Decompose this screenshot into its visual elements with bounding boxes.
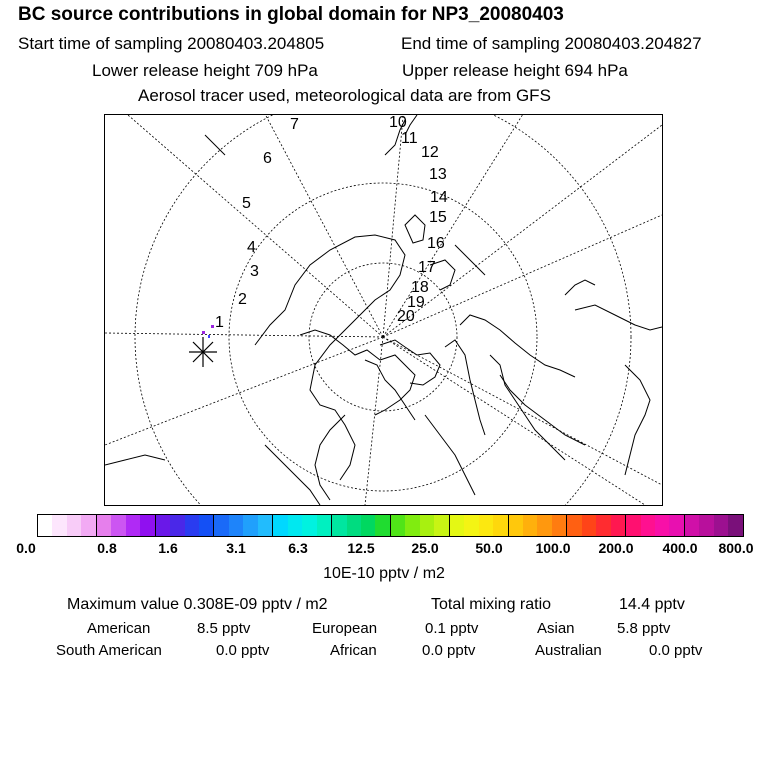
colorbar-tick-10: 400.0 [662, 540, 698, 556]
latitude-circle-outer [135, 115, 631, 505]
colorbar-cell [361, 515, 375, 536]
colorbar-cell [582, 515, 596, 536]
colorbar-cell [450, 515, 464, 536]
colorbar-tick-6: 25.0 [411, 540, 439, 556]
colorbar-tick-2: 1.6 [158, 540, 178, 556]
trajectory-label-2: 2 [238, 291, 247, 308]
american-label: American [87, 620, 151, 637]
upper-release-height: Upper release height 694 hPa [402, 61, 628, 80]
trajectory-label-13: 13 [429, 166, 447, 183]
colorbar-cell [52, 515, 66, 536]
trajectory-label-11: 11 [401, 130, 418, 147]
colorbar-cell [391, 515, 405, 536]
south-american-value: 0.0 pptv [216, 642, 270, 659]
start-time: Start time of sampling 20080403.204805 [18, 34, 325, 53]
colorbar-cell [288, 515, 302, 536]
colorbar-cell [728, 515, 742, 536]
south-american-label: South American [56, 642, 162, 659]
colorbar-cell [434, 515, 449, 536]
graticule [105, 115, 662, 505]
trajectory-label-17: 17 [418, 259, 436, 276]
trajectory-label-10: 10 [389, 115, 407, 131]
release-marker-asterisk-icon [189, 337, 217, 367]
colorbar-tick-11: 800.0 [718, 540, 754, 556]
colorbar-tick-5: 12.5 [347, 540, 375, 556]
trajectory-label-15: 15 [429, 209, 447, 226]
colorbar-cell [641, 515, 655, 536]
colorbar-cell [140, 515, 155, 536]
asian-label: Asian [537, 620, 575, 637]
colorbar-tick-3: 3.1 [226, 540, 246, 556]
colorbar-cell [170, 515, 184, 536]
colorbar-tick-1: 0.8 [97, 540, 117, 556]
colorbar-cell [156, 515, 170, 536]
trajectory-label-18: 18 [411, 279, 429, 296]
colorbar-cell [464, 515, 478, 536]
american-value: 8.5 pptv [197, 620, 251, 637]
colorbar-cell [375, 515, 390, 536]
colorbar-cell [243, 515, 257, 536]
trajectory-label-1: 1 [215, 314, 224, 331]
map-panel [104, 114, 663, 506]
colorbar-cell [655, 515, 669, 536]
colorbar-cell [596, 515, 610, 536]
colorbar-cell [493, 515, 508, 536]
colorbar [37, 514, 744, 537]
colorbar-cell [479, 515, 493, 536]
trajectory-label-12: 12 [421, 144, 439, 161]
total-mixing-ratio-label: Total mixing ratio [431, 596, 552, 613]
african-value: 0.0 pptv [422, 642, 476, 659]
trajectory-points [202, 325, 214, 338]
max-value: Maximum value 0.308E-09 pptv / m2 [67, 596, 328, 613]
colorbar-cell [317, 515, 332, 536]
trajectory-label-5: 5 [242, 195, 251, 212]
colorbar-tick-8: 100.0 [535, 540, 571, 556]
trajectory-label-16: 16 [427, 235, 445, 252]
colorbar-cell [567, 515, 581, 536]
colorbar-cell [185, 515, 199, 536]
colorbar-cell [67, 515, 81, 536]
colorbar-cell [199, 515, 214, 536]
colorbar-cell [38, 515, 52, 536]
colorbar-cell [214, 515, 228, 536]
colorbar-cell [714, 515, 728, 536]
australian-label: Australian [535, 642, 602, 659]
asian-value: 5.8 pptv [617, 620, 671, 637]
colorbar-cell [509, 515, 523, 536]
colorbar-cell [97, 515, 111, 536]
end-time: End time of sampling 20080403.204827 [401, 34, 702, 53]
colorbar-cell [685, 515, 699, 536]
trajectory-label-7: 7 [290, 116, 299, 133]
trajectory-label-4: 4 [247, 239, 256, 256]
trajectory-label-20: 20 [397, 308, 415, 325]
colorbar-cell [347, 515, 361, 536]
colorbar-cell [273, 515, 287, 536]
total-mixing-ratio-value: 14.4 pptv [619, 596, 685, 613]
colorbar-tick-9: 200.0 [598, 540, 634, 556]
colorbar-cell [111, 515, 125, 536]
colorbar-cell [332, 515, 346, 536]
african-label: African [330, 642, 377, 659]
european-value: 0.1 pptv [425, 620, 479, 637]
plot-title: BC source contributions in global domain for NP3_20080403 [18, 4, 564, 25]
colorbar-units: 10E-10 pptv / m2 [323, 565, 445, 582]
colorbar-cell [258, 515, 273, 536]
colorbar-cell [81, 515, 96, 536]
data-source-note: Aerosol tracer used, meteorological data are from GFS [138, 86, 551, 105]
colorbar-cell [552, 515, 567, 536]
colorbar-cell [611, 515, 626, 536]
colorbar-cell [420, 515, 434, 536]
colorbar-tick-7: 50.0 [475, 540, 503, 556]
colorbar-cell [537, 515, 551, 536]
colorbar-cell [405, 515, 419, 536]
lower-release-height: Lower release height 709 hPa [92, 61, 318, 80]
european-label: European [312, 620, 378, 637]
trajectory-label-19: 19 [407, 294, 425, 311]
colorbar-cell [626, 515, 640, 536]
colorbar-cell [229, 515, 243, 536]
colorbar-tick-0: 0.0 [16, 540, 36, 556]
trajectory-label-6: 6 [263, 150, 272, 167]
trajectory-label-14: 14 [430, 189, 448, 206]
trajectory-label-3: 3 [250, 263, 259, 280]
australian-value: 0.0 pptv [649, 642, 703, 659]
colorbar-tick-4: 6.3 [288, 540, 308, 556]
colorbar-cell [126, 515, 140, 536]
colorbar-cell [669, 515, 684, 536]
colorbar-cell [302, 515, 316, 536]
colorbar-cell [699, 515, 713, 536]
colorbar-cell [523, 515, 537, 536]
coastlines [105, 115, 662, 505]
